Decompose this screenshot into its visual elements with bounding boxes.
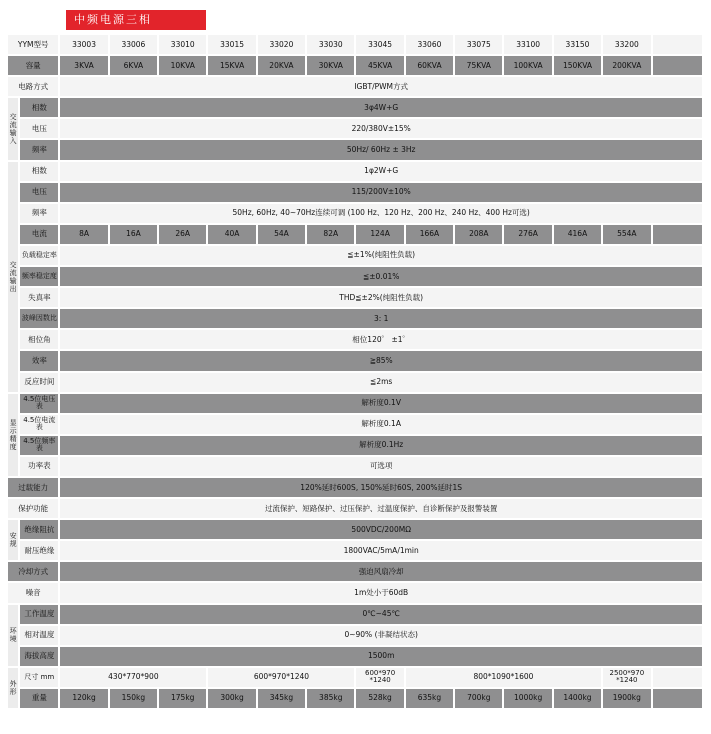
model-cell: 33015 xyxy=(208,35,255,54)
table-row xyxy=(8,309,702,328)
row-label: 尺寸 mm xyxy=(20,668,58,687)
row-value: 解析度0.1V xyxy=(60,394,702,413)
row-value: 1800VAC/5mA/1min xyxy=(60,541,702,560)
row-value: 115/200V±10% xyxy=(60,183,702,202)
current-cell: 124A xyxy=(356,225,403,244)
capacity-cell: 150KVA xyxy=(554,56,601,75)
table-row xyxy=(8,373,702,392)
row-value: THD≦±2%(纯阻性负载) xyxy=(60,288,702,307)
weight-cell: 700kg xyxy=(455,689,502,708)
current-cell: 8A xyxy=(60,225,107,244)
current-cell: 166A xyxy=(406,225,453,244)
row-value: 3φ4W+G xyxy=(60,98,702,117)
table-row xyxy=(8,267,702,286)
capacity-cell: 10KVA xyxy=(159,56,206,75)
table-row xyxy=(8,56,702,75)
row-value: ≧85% xyxy=(60,351,702,370)
model-cell: 33010 xyxy=(159,35,206,54)
empty-cell xyxy=(653,689,703,708)
table-row xyxy=(8,162,702,181)
table-row xyxy=(8,415,702,434)
weight-cell: 175kg xyxy=(159,689,206,708)
cooling-value: 强迫风扇冷却 xyxy=(60,562,702,581)
current-cell: 276A xyxy=(504,225,551,244)
row-value: ≦±0.01% xyxy=(60,267,702,286)
table-row xyxy=(8,225,702,244)
current-cell: 82A xyxy=(307,225,354,244)
weight-cell: 345kg xyxy=(258,689,305,708)
table-row xyxy=(8,204,702,223)
weight-cell: 300kg xyxy=(208,689,255,708)
row-label: 重量 xyxy=(20,689,58,708)
capacity-cell: 200KVA xyxy=(603,56,650,75)
size-cell: 2500*970 *1240 xyxy=(603,668,650,687)
weight-cell: 1900kg xyxy=(603,689,650,708)
protection-label: 保护功能 xyxy=(8,499,58,518)
row-label: 工作温度 xyxy=(20,605,58,624)
weight-cell: 528kg xyxy=(356,689,403,708)
category-safety: 安规 xyxy=(8,520,18,560)
size-cell: 800*1090*1600 xyxy=(406,668,601,687)
row-label: 频率 xyxy=(20,140,58,159)
table-row xyxy=(8,605,702,624)
row-label: 相位角 xyxy=(20,330,58,349)
table-row xyxy=(8,457,702,476)
row-value: 相位120゜ ±1゜ xyxy=(60,330,702,349)
empty-cell xyxy=(653,35,703,54)
row-label: 电压 xyxy=(20,119,58,138)
table-row xyxy=(8,119,702,138)
table-row xyxy=(8,35,702,54)
row-label: 相数 xyxy=(20,162,58,181)
cooling-label: 冷却方式 xyxy=(8,562,58,581)
current-cell: 40A xyxy=(208,225,255,244)
row-label: 失真率 xyxy=(20,288,58,307)
weight-cell: 1400kg xyxy=(554,689,601,708)
category-ac-input: 交流输入 xyxy=(8,98,18,159)
category-environment: 环境 xyxy=(8,605,18,666)
current-cell: 26A xyxy=(159,225,206,244)
row-label: 频率 xyxy=(20,204,58,223)
page-title: 中频电源三相 xyxy=(66,10,206,30)
model-cell: 33003 xyxy=(60,35,107,54)
table-row xyxy=(8,140,702,159)
current-cell: 16A xyxy=(110,225,157,244)
category-appearance: 外形 xyxy=(8,668,18,708)
row-label: 反应时间 xyxy=(20,373,58,392)
overload-value: 120%延时600S, 150%延时60S, 200%延时1S xyxy=(60,478,702,497)
table-row xyxy=(8,436,702,455)
size-cell: 430*770*900 xyxy=(60,668,206,687)
capacity-cell: 75KVA xyxy=(455,56,502,75)
row-label: 4.5位电流表 xyxy=(20,415,58,434)
row-value: ≦2ms xyxy=(60,373,702,392)
table-row xyxy=(8,520,702,539)
noise-value: 1m处小于60dB xyxy=(60,583,702,602)
empty-cell xyxy=(653,225,703,244)
row-value: 220/380V±15% xyxy=(60,119,702,138)
model-cell: 33060 xyxy=(406,35,453,54)
table-row xyxy=(8,77,702,96)
row-label: 效率 xyxy=(20,351,58,370)
capacity-cell: 20KVA xyxy=(258,56,305,75)
row-label: 4.5位电压表 xyxy=(20,394,58,413)
table-row xyxy=(8,330,702,349)
row-value: 1500m xyxy=(60,647,702,666)
table-row xyxy=(8,668,702,687)
row-label: 海拔高度 xyxy=(20,647,58,666)
capacity-cell: 30KVA xyxy=(307,56,354,75)
capacity-cell: 3KVA xyxy=(60,56,107,75)
row-label: 电压 xyxy=(20,183,58,202)
capacity-cell: 45KVA xyxy=(356,56,403,75)
row-label: 绝缘阻抗 xyxy=(20,520,58,539)
size-cell: 600*970*1240 xyxy=(208,668,354,687)
row-value: 3: 1 xyxy=(60,309,702,328)
model-cell: 33200 xyxy=(603,35,650,54)
table-row xyxy=(8,288,702,307)
category-ac-output: 交流输出 xyxy=(8,162,18,392)
row-value: 解析度0.1Hz xyxy=(60,436,702,455)
row-label: 负载稳定率 xyxy=(20,246,58,265)
weight-cell: 635kg xyxy=(406,689,453,708)
row-label: 电流 xyxy=(20,225,58,244)
table-row xyxy=(8,98,702,117)
table-row xyxy=(8,541,702,560)
row-value: 1φ2W+G xyxy=(60,162,702,181)
weight-cell: 120kg xyxy=(60,689,107,708)
row-value: 解析度0.1A xyxy=(60,415,702,434)
circuit-value: IGBT/PWM方式 xyxy=(60,77,702,96)
capacity-cell: 100KVA xyxy=(504,56,551,75)
current-cell: 416A xyxy=(554,225,601,244)
weight-cell: 1000kg xyxy=(504,689,551,708)
row-value: 50Hz/ 60Hz ± 3Hz xyxy=(60,140,702,159)
table-row xyxy=(8,647,702,666)
row-label: 4.5位频率表 xyxy=(20,436,58,455)
empty-cell xyxy=(653,56,703,75)
table-row xyxy=(8,562,702,581)
row-label: 相数 xyxy=(20,98,58,117)
weight-cell: 150kg xyxy=(110,689,157,708)
empty-cell xyxy=(653,668,703,687)
row-label: 相对温度 xyxy=(20,626,58,645)
weight-cell: 385kg xyxy=(307,689,354,708)
table-row xyxy=(8,394,702,413)
capacity-cell: 60KVA xyxy=(406,56,453,75)
row-label: 耐压绝缘 xyxy=(20,541,58,560)
overload-label: 过载能力 xyxy=(8,478,58,497)
model-cell: 33030 xyxy=(307,35,354,54)
table-row xyxy=(8,246,702,265)
table-row xyxy=(8,351,702,370)
row-label: 波峰因数比 xyxy=(20,309,58,328)
model-cell: 33020 xyxy=(258,35,305,54)
row-value: 500VDC/200MΩ xyxy=(60,520,702,539)
table-row xyxy=(8,583,702,602)
row-value: 50Hz, 60Hz, 40~70Hz连续可调 (100 Hz、120 Hz、200 Hz、240 Hz、400 Hz可选) xyxy=(60,204,702,223)
circuit-label: 电路方式 xyxy=(8,77,58,96)
spec-table xyxy=(6,33,704,710)
size-cell: 600*970 *1240 xyxy=(356,668,403,687)
table-row xyxy=(8,499,702,518)
row-value: 0~90% (非凝结状态) xyxy=(60,626,702,645)
row-label: 频率稳定度 xyxy=(20,267,58,286)
table-row xyxy=(8,689,702,708)
current-cell: 54A xyxy=(258,225,305,244)
noise-label: 噪音 xyxy=(8,583,58,602)
header-label: YYM型号 xyxy=(8,35,58,54)
table-row xyxy=(8,183,702,202)
current-cell: 554A xyxy=(603,225,650,244)
row-label: 功率表 xyxy=(20,457,58,476)
current-cell: 208A xyxy=(455,225,502,244)
model-cell: 33045 xyxy=(356,35,403,54)
protection-value: 过流保护、短路保护、过压保护、过温度保护、自诊断保护及报警装置 xyxy=(60,499,702,518)
category-display: 显示精度 xyxy=(8,394,18,476)
capacity-cell: 15KVA xyxy=(208,56,255,75)
table-row xyxy=(8,478,702,497)
capacity-cell: 6KVA xyxy=(110,56,157,75)
row-value: 可选项 xyxy=(60,457,702,476)
capacity-label: 容量 xyxy=(8,56,58,75)
model-cell: 33150 xyxy=(554,35,601,54)
model-cell: 33100 xyxy=(504,35,551,54)
model-cell: 33075 xyxy=(455,35,502,54)
table-row xyxy=(8,626,702,645)
model-cell: 33006 xyxy=(110,35,157,54)
row-value: 0℃~45℃ xyxy=(60,605,702,624)
row-value: ≦±1%(纯阻性负载) xyxy=(60,246,702,265)
